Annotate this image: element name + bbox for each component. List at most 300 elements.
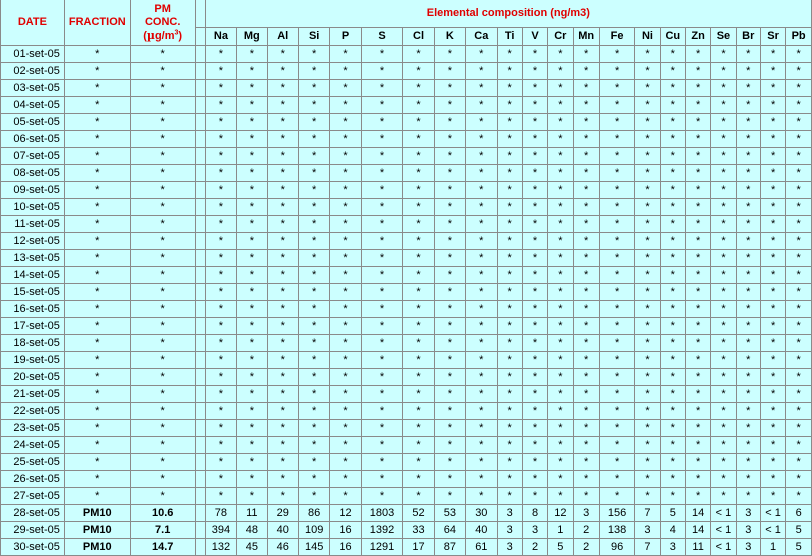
value-cell-mg: * bbox=[237, 46, 267, 63]
value-cell-br: * bbox=[737, 114, 761, 131]
value-cell-ca: * bbox=[466, 488, 497, 505]
spacer-cell bbox=[196, 437, 206, 454]
fraction-cell: * bbox=[65, 335, 131, 352]
date-cell: 14-set-05 bbox=[0, 267, 65, 284]
value-cell-na: * bbox=[206, 233, 237, 250]
value-cell-na: * bbox=[206, 267, 237, 284]
value-cell-ni: * bbox=[635, 80, 660, 97]
value-cell-mn: * bbox=[574, 216, 600, 233]
value-cell-ni: * bbox=[635, 369, 660, 386]
value-cell-cl: * bbox=[403, 233, 434, 250]
value-cell-zn: * bbox=[686, 216, 711, 233]
value-cell-na: 78 bbox=[206, 505, 237, 522]
value-cell-fe: * bbox=[600, 488, 635, 505]
value-cell-sr: * bbox=[761, 471, 786, 488]
table-row bbox=[0, 301, 812, 318]
value-cell-s: * bbox=[362, 267, 404, 284]
value-cell-pb: * bbox=[786, 437, 812, 454]
value-cell-zn: * bbox=[686, 420, 711, 437]
value-cell-mg: * bbox=[237, 301, 267, 318]
value-cell-k: * bbox=[435, 369, 466, 386]
value-cell-ti: * bbox=[498, 471, 523, 488]
value-cell-p: * bbox=[330, 488, 361, 505]
value-cell-cu: 3 bbox=[661, 539, 686, 556]
value-cell-mn: * bbox=[574, 403, 600, 420]
value-cell-fe: * bbox=[600, 148, 635, 165]
value-cell-cr: * bbox=[548, 352, 573, 369]
value-cell-br: * bbox=[737, 97, 761, 114]
spacer-cell bbox=[196, 114, 206, 131]
value-cell-mn: * bbox=[574, 301, 600, 318]
value-cell-ti: * bbox=[498, 454, 523, 471]
value-cell-sr: * bbox=[761, 46, 786, 63]
fraction-cell: * bbox=[65, 403, 131, 420]
value-cell-s: * bbox=[362, 114, 404, 131]
value-cell-se: * bbox=[711, 403, 736, 420]
pm-conc-cell: * bbox=[131, 318, 196, 335]
value-cell-si: * bbox=[299, 420, 330, 437]
value-cell-zn: * bbox=[686, 199, 711, 216]
value-cell-mn: * bbox=[574, 454, 600, 471]
fraction-cell: * bbox=[65, 199, 131, 216]
value-cell-se: * bbox=[711, 386, 736, 403]
value-cell-al: * bbox=[268, 454, 299, 471]
date-cell: 15-set-05 bbox=[0, 284, 65, 301]
value-cell-ni: * bbox=[635, 148, 660, 165]
value-cell-na: * bbox=[206, 420, 237, 437]
value-cell-k: * bbox=[435, 284, 466, 301]
value-cell-s: * bbox=[362, 216, 404, 233]
value-cell-k: * bbox=[435, 386, 466, 403]
date-cell: 29-set-05 bbox=[0, 522, 65, 539]
value-cell-ti: * bbox=[498, 250, 523, 267]
value-cell-mg: * bbox=[237, 369, 267, 386]
value-cell-na: * bbox=[206, 386, 237, 403]
value-cell-v: * bbox=[523, 488, 548, 505]
value-cell-zn: * bbox=[686, 301, 711, 318]
value-cell-ni: * bbox=[635, 352, 660, 369]
value-cell-cl: * bbox=[403, 437, 434, 454]
value-cell-k: * bbox=[435, 233, 466, 250]
value-cell-ni: * bbox=[635, 233, 660, 250]
value-cell-si: * bbox=[299, 301, 330, 318]
element-header-fe: Fe bbox=[600, 28, 635, 46]
value-cell-al: * bbox=[268, 114, 299, 131]
value-cell-ni: * bbox=[635, 284, 660, 301]
value-cell-pb: * bbox=[786, 335, 812, 352]
value-cell-ca: * bbox=[466, 63, 497, 80]
value-cell-fe: * bbox=[600, 471, 635, 488]
value-cell-mn: * bbox=[574, 46, 600, 63]
value-cell-v: * bbox=[523, 318, 548, 335]
value-cell-br: * bbox=[737, 250, 761, 267]
element-header-s: S bbox=[362, 28, 404, 46]
fraction-cell: * bbox=[65, 63, 131, 80]
value-cell-cu: 4 bbox=[661, 522, 686, 539]
value-cell-v: * bbox=[523, 301, 548, 318]
value-cell-na: * bbox=[206, 63, 237, 80]
value-cell-cr: * bbox=[548, 471, 573, 488]
spacer-cell bbox=[196, 131, 206, 148]
value-cell-se: < 1 bbox=[711, 522, 736, 539]
table-row bbox=[0, 369, 812, 386]
value-cell-s: * bbox=[362, 403, 404, 420]
value-cell-cu: * bbox=[661, 131, 686, 148]
value-cell-cu: * bbox=[661, 352, 686, 369]
value-cell-mg: * bbox=[237, 148, 267, 165]
value-cell-zn: * bbox=[686, 369, 711, 386]
value-cell-cl: * bbox=[403, 352, 434, 369]
value-cell-cr: * bbox=[548, 403, 573, 420]
value-cell-ni: * bbox=[635, 131, 660, 148]
element-header-se: Se bbox=[711, 28, 736, 46]
value-cell-si: * bbox=[299, 216, 330, 233]
value-cell-ti: * bbox=[498, 63, 523, 80]
value-cell-cr: * bbox=[548, 488, 573, 505]
value-cell-mn: * bbox=[574, 318, 600, 335]
value-cell-ti: * bbox=[498, 437, 523, 454]
value-cell-sr: * bbox=[761, 80, 786, 97]
pm-conc-cell: * bbox=[131, 80, 196, 97]
value-cell-si: * bbox=[299, 97, 330, 114]
date-cell: 07-set-05 bbox=[0, 148, 65, 165]
value-cell-mg: * bbox=[237, 454, 267, 471]
element-header-br: Br bbox=[737, 28, 761, 46]
value-cell-si: * bbox=[299, 182, 330, 199]
element-header-pb: Pb bbox=[786, 28, 812, 46]
value-cell-cl: * bbox=[403, 63, 434, 80]
fraction-cell: PM10 bbox=[65, 539, 131, 556]
value-cell-pb: * bbox=[786, 301, 812, 318]
value-cell-s: * bbox=[362, 131, 404, 148]
value-cell-cr: * bbox=[548, 182, 573, 199]
value-cell-na: * bbox=[206, 97, 237, 114]
value-cell-pb: * bbox=[786, 233, 812, 250]
value-cell-ti: 3 bbox=[498, 522, 523, 539]
value-cell-k: * bbox=[435, 250, 466, 267]
fraction-cell: * bbox=[65, 80, 131, 97]
value-cell-si: * bbox=[299, 369, 330, 386]
value-cell-v: * bbox=[523, 216, 548, 233]
value-cell-cl: * bbox=[403, 165, 434, 182]
element-header-mn: Mn bbox=[574, 28, 600, 46]
value-cell-ti: 3 bbox=[498, 539, 523, 556]
value-cell-cu: * bbox=[661, 80, 686, 97]
value-cell-k: * bbox=[435, 420, 466, 437]
value-cell-cl: * bbox=[403, 148, 434, 165]
value-cell-k: * bbox=[435, 454, 466, 471]
table-row bbox=[0, 420, 812, 437]
spacer-cell bbox=[196, 301, 206, 318]
element-header-ca: Ca bbox=[466, 28, 497, 46]
value-cell-cr: * bbox=[548, 46, 573, 63]
value-cell-cu: * bbox=[661, 335, 686, 352]
value-cell-se: * bbox=[711, 216, 736, 233]
value-cell-se: < 1 bbox=[711, 505, 736, 522]
value-cell-cr: * bbox=[548, 63, 573, 80]
table-row bbox=[0, 148, 812, 165]
value-cell-br: * bbox=[737, 352, 761, 369]
date-cell: 16-set-05 bbox=[0, 301, 65, 318]
value-cell-pb: * bbox=[786, 216, 812, 233]
value-cell-sr: * bbox=[761, 284, 786, 301]
value-cell-se: * bbox=[711, 46, 736, 63]
value-cell-ti: * bbox=[498, 369, 523, 386]
value-cell-si: * bbox=[299, 250, 330, 267]
value-cell-mg: * bbox=[237, 318, 267, 335]
spacer-cell bbox=[196, 267, 206, 284]
value-cell-al: * bbox=[268, 267, 299, 284]
value-cell-sr: * bbox=[761, 97, 786, 114]
element-header-cu: Cu bbox=[661, 28, 686, 46]
value-cell-pb: * bbox=[786, 352, 812, 369]
value-cell-v: * bbox=[523, 284, 548, 301]
value-cell-p: * bbox=[330, 63, 361, 80]
value-cell-mn: * bbox=[574, 369, 600, 386]
value-cell-cr: 1 bbox=[548, 522, 573, 539]
value-cell-v: * bbox=[523, 420, 548, 437]
fraction-cell: * bbox=[65, 301, 131, 318]
value-cell-ti: * bbox=[498, 182, 523, 199]
pm-conc-cell: * bbox=[131, 284, 196, 301]
value-cell-mn: * bbox=[574, 63, 600, 80]
value-cell-si: * bbox=[299, 335, 330, 352]
date-cell: 12-set-05 bbox=[0, 233, 65, 250]
value-cell-si: 86 bbox=[299, 505, 330, 522]
value-cell-v: * bbox=[523, 182, 548, 199]
value-cell-cu: * bbox=[661, 403, 686, 420]
value-cell-se: * bbox=[711, 131, 736, 148]
fraction-cell: * bbox=[65, 250, 131, 267]
value-cell-s: * bbox=[362, 369, 404, 386]
value-cell-cu: * bbox=[661, 318, 686, 335]
date-cell: 08-set-05 bbox=[0, 165, 65, 182]
value-cell-v: * bbox=[523, 454, 548, 471]
value-cell-br: * bbox=[737, 488, 761, 505]
value-cell-mg: * bbox=[237, 403, 267, 420]
value-cell-na: * bbox=[206, 454, 237, 471]
value-cell-ni: * bbox=[635, 182, 660, 199]
value-cell-cu: * bbox=[661, 250, 686, 267]
value-cell-mn: * bbox=[574, 437, 600, 454]
value-cell-s: * bbox=[362, 250, 404, 267]
value-cell-k: * bbox=[435, 131, 466, 148]
element-header-cr: Cr bbox=[548, 28, 573, 46]
value-cell-fe: * bbox=[600, 63, 635, 80]
value-cell-na: * bbox=[206, 403, 237, 420]
value-cell-sr: * bbox=[761, 148, 786, 165]
value-cell-mn: * bbox=[574, 250, 600, 267]
value-cell-fe: * bbox=[600, 216, 635, 233]
pm-conc-cell: * bbox=[131, 420, 196, 437]
value-cell-sr: * bbox=[761, 403, 786, 420]
value-cell-se: * bbox=[711, 233, 736, 250]
value-cell-sr: < 1 bbox=[761, 522, 786, 539]
value-cell-pb: * bbox=[786, 267, 812, 284]
date-cell: 22-set-05 bbox=[0, 403, 65, 420]
value-cell-ni: * bbox=[635, 420, 660, 437]
value-cell-na: * bbox=[206, 80, 237, 97]
value-cell-na: * bbox=[206, 488, 237, 505]
value-cell-p: 16 bbox=[330, 539, 361, 556]
value-cell-sr: * bbox=[761, 352, 786, 369]
value-cell-s: * bbox=[362, 471, 404, 488]
value-cell-sr: * bbox=[761, 454, 786, 471]
value-cell-mn: * bbox=[574, 386, 600, 403]
value-cell-zn: * bbox=[686, 182, 711, 199]
spacer-cell bbox=[196, 46, 206, 63]
value-cell-cr: * bbox=[548, 437, 573, 454]
value-cell-ca: * bbox=[466, 233, 497, 250]
value-cell-si: * bbox=[299, 352, 330, 369]
element-header-p: P bbox=[330, 28, 361, 46]
elemental-composition-header: Elemental composition (ng/m3) bbox=[206, 0, 812, 28]
value-cell-k: * bbox=[435, 114, 466, 131]
value-cell-br: * bbox=[737, 182, 761, 199]
pm-conc-cell: * bbox=[131, 352, 196, 369]
value-cell-v: * bbox=[523, 335, 548, 352]
table-row bbox=[0, 403, 812, 420]
value-cell-sr: * bbox=[761, 114, 786, 131]
value-cell-cl: * bbox=[403, 454, 434, 471]
value-cell-ti: * bbox=[498, 488, 523, 505]
value-cell-k: * bbox=[435, 318, 466, 335]
value-cell-al: * bbox=[268, 216, 299, 233]
value-cell-pb: * bbox=[786, 80, 812, 97]
value-cell-cl: * bbox=[403, 420, 434, 437]
value-cell-k: * bbox=[435, 97, 466, 114]
fraction-cell: * bbox=[65, 165, 131, 182]
pm-conc-cell: * bbox=[131, 216, 196, 233]
value-cell-br: * bbox=[737, 199, 761, 216]
value-cell-br: * bbox=[737, 301, 761, 318]
value-cell-se: * bbox=[711, 471, 736, 488]
value-cell-zn: * bbox=[686, 250, 711, 267]
value-cell-sr: 1 bbox=[761, 539, 786, 556]
date-cell: 03-set-05 bbox=[0, 80, 65, 97]
value-cell-na: * bbox=[206, 335, 237, 352]
value-cell-fe: * bbox=[600, 165, 635, 182]
value-cell-k: * bbox=[435, 267, 466, 284]
value-cell-fe: * bbox=[600, 250, 635, 267]
value-cell-mg: * bbox=[237, 63, 267, 80]
value-cell-mg: * bbox=[237, 284, 267, 301]
value-cell-pb: * bbox=[786, 182, 812, 199]
fraction-cell: * bbox=[65, 233, 131, 250]
value-cell-cr: * bbox=[548, 97, 573, 114]
value-cell-se: * bbox=[711, 369, 736, 386]
value-cell-v: * bbox=[523, 148, 548, 165]
value-cell-s: 1803 bbox=[362, 505, 404, 522]
value-cell-zn: * bbox=[686, 352, 711, 369]
element-header-al: Al bbox=[268, 28, 299, 46]
pm-conc-cell: * bbox=[131, 233, 196, 250]
value-cell-ca: * bbox=[466, 114, 497, 131]
pm-conc-cell: * bbox=[131, 267, 196, 284]
value-cell-sr: < 1 bbox=[761, 505, 786, 522]
value-cell-cu: * bbox=[661, 148, 686, 165]
value-cell-ni: * bbox=[635, 471, 660, 488]
value-cell-na: * bbox=[206, 250, 237, 267]
value-cell-ti: 3 bbox=[498, 505, 523, 522]
value-cell-v: * bbox=[523, 199, 548, 216]
value-cell-br: * bbox=[737, 318, 761, 335]
value-cell-cr: * bbox=[548, 267, 573, 284]
value-cell-cl: 33 bbox=[403, 522, 434, 539]
value-cell-pb: * bbox=[786, 250, 812, 267]
pm-conc-cell: * bbox=[131, 335, 196, 352]
value-cell-si: * bbox=[299, 403, 330, 420]
value-cell-na: * bbox=[206, 352, 237, 369]
value-cell-si: * bbox=[299, 318, 330, 335]
value-cell-na: * bbox=[206, 369, 237, 386]
value-cell-al: * bbox=[268, 63, 299, 80]
value-cell-se: * bbox=[711, 267, 736, 284]
spacer-cell bbox=[196, 522, 206, 539]
value-cell-al: * bbox=[268, 165, 299, 182]
pm-conc-cell: * bbox=[131, 437, 196, 454]
pm-conc-cell: * bbox=[131, 148, 196, 165]
value-cell-cu: * bbox=[661, 369, 686, 386]
value-cell-v: * bbox=[523, 165, 548, 182]
value-cell-pb: * bbox=[786, 148, 812, 165]
fraction-cell: * bbox=[65, 318, 131, 335]
value-cell-br: 3 bbox=[737, 505, 761, 522]
value-cell-fe: * bbox=[600, 284, 635, 301]
value-cell-v: 2 bbox=[523, 539, 548, 556]
value-cell-s: * bbox=[362, 488, 404, 505]
fraction-cell: * bbox=[65, 488, 131, 505]
value-cell-se: * bbox=[711, 284, 736, 301]
pm-conc-cell: * bbox=[131, 199, 196, 216]
value-cell-ti: * bbox=[498, 335, 523, 352]
value-cell-cu: 5 bbox=[661, 505, 686, 522]
value-cell-al: 40 bbox=[268, 522, 299, 539]
value-cell-cl: 17 bbox=[403, 539, 434, 556]
value-cell-p: 12 bbox=[330, 505, 361, 522]
spacer-cell bbox=[196, 318, 206, 335]
value-cell-cr: * bbox=[548, 233, 573, 250]
value-cell-fe: * bbox=[600, 46, 635, 63]
fraction-header: FRACTION bbox=[65, 0, 131, 46]
date-cell: 24-set-05 bbox=[0, 437, 65, 454]
value-cell-si: * bbox=[299, 488, 330, 505]
value-cell-ti: * bbox=[498, 114, 523, 131]
value-cell-ca: * bbox=[466, 250, 497, 267]
pm-header-line1: PM bbox=[154, 2, 171, 15]
spacer-cell bbox=[196, 488, 206, 505]
value-cell-k: * bbox=[435, 471, 466, 488]
value-cell-br: * bbox=[737, 284, 761, 301]
table-row bbox=[0, 437, 812, 454]
value-cell-s: * bbox=[362, 386, 404, 403]
value-cell-br: * bbox=[737, 471, 761, 488]
table-row bbox=[0, 471, 812, 488]
value-cell-p: * bbox=[330, 267, 361, 284]
value-cell-pb: 5 bbox=[786, 539, 812, 556]
pm-conc-cell: * bbox=[131, 471, 196, 488]
value-cell-sr: * bbox=[761, 318, 786, 335]
fraction-cell: * bbox=[65, 420, 131, 437]
value-cell-se: * bbox=[711, 488, 736, 505]
date-cell: 10-set-05 bbox=[0, 199, 65, 216]
value-cell-p: 16 bbox=[330, 522, 361, 539]
value-cell-br: * bbox=[737, 369, 761, 386]
value-cell-cu: * bbox=[661, 182, 686, 199]
value-cell-na: * bbox=[206, 216, 237, 233]
value-cell-cu: * bbox=[661, 301, 686, 318]
pm-conc-cell: 10.6 bbox=[131, 505, 196, 522]
